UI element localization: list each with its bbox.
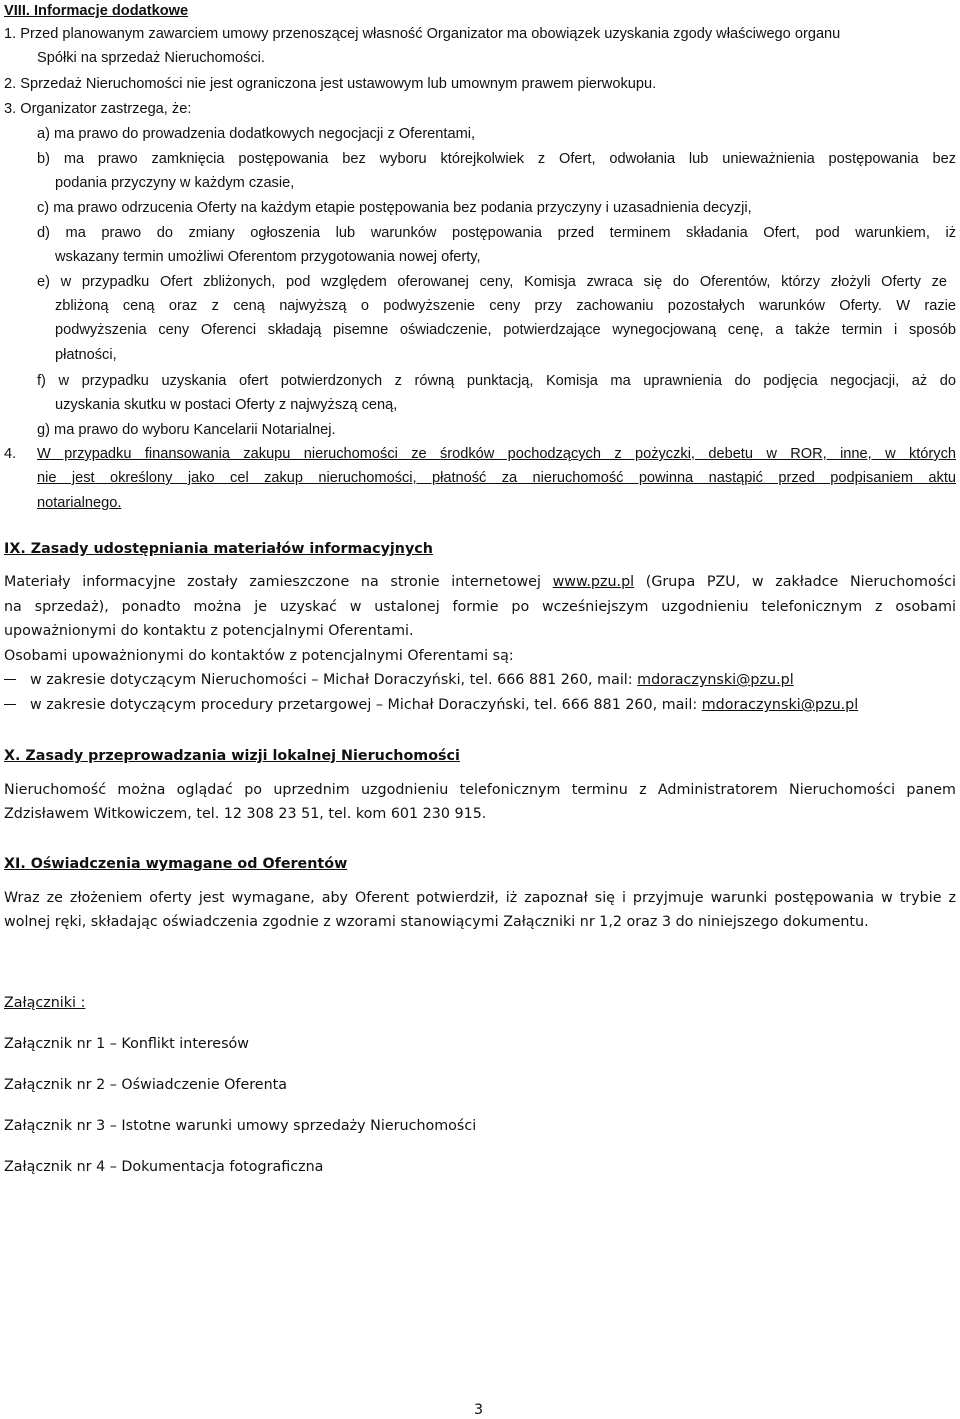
dash-bullet [4, 704, 16, 705]
s10-paragraph-line-1: Nieruchomość można oglądać po uprzednim uzgodnieniu telefonicznym terminu z Administratorem Nieruchomości panem [4, 782, 956, 798]
s8-item-2: 2. Sprzedaż Nieruchomości nie jest ograniczona jest ustawowym lub umownym prawem pierwokupu. [4, 76, 657, 92]
contact-2-email-link[interactable]: mdoraczynski@pzu.pl [701, 697, 859, 713]
s8-item-3c: c) ma prawo odrzucenia Oferty na każdym etapie postępowania bez podania przyczyny i uzasadnienia decyzji, [37, 200, 752, 216]
attachment-item-4: Załącznik nr 4 – Dokumentacja fotograficzna [4, 1159, 324, 1175]
s9-line-1-text: Materiały informacyjne zostały zamieszczone na stronie internetowej [4, 574, 553, 590]
s8-item-3a: a) ma prawo do prowadzenia dodatkowych negocjacji z Oferentami, [37, 126, 476, 142]
contact-1-text: w zakresie dotyczącym Nieruchomości – Michał Doraczyński, tel. 666 881 260, mail: [30, 672, 638, 688]
s9-contacts-intro: Osobami upoważnionymi do kontaktów z potencjalnymi Oferentami są: [4, 648, 514, 664]
s8-item-4-line-3: notarialnego. [37, 495, 122, 511]
section-ix-heading: IX. Zasady udostępniania materiałów informacyjnych [4, 541, 433, 557]
s8-item-3e-line-1: e) w przypadku Ofert zbliżonych, pod względem oferowanej ceny, Komisja zwraca się do Oferentów, którzy złożyli Oferty ze [37, 274, 947, 290]
section-viii-heading: VIII. Informacje dodatkowe [4, 3, 189, 19]
s8-item-3b-line-1: b) ma prawo zamknięcia postępowania bez wyboru którejkolwiek z Ofert, odwołania lub unieważnienia postępowania bez [37, 151, 956, 167]
s11-paragraph-line-1: Wraz ze złożeniem oferty jest wymagane, aby Oferent potwierdził, iż zapoznał się i przyjmuje warunki postępowania w trybie z [4, 890, 956, 906]
s8-item-3: 3. Organizator zastrzega, że: [4, 101, 192, 117]
s9-paragraph-line-1 [4, 573, 956, 591]
s8-item-3e-line-2: zbliżoną ceną oraz z ceną najwyższą o podwyższenie ceny przy zachowaniu pozostałych warunków Oferty. W razie [55, 298, 956, 314]
pzu-website-link[interactable]: www.pzu.pl [552, 574, 635, 590]
s9-paragraph-line-2: na sprzedaż), ponadto można je uzyskać w ustalonej formie po wcześniejszym uzgodnieniu telefonicznym z osobami [4, 599, 956, 615]
page-number: 3 [474, 1402, 484, 1418]
s8-item-3f-line-1: f) w przypadku uzyskania ofert potwierdzonych z równą punktacją, Komisja ma uprawnienia do podjęcia negocjacji, aż do [37, 373, 956, 389]
s9-line-1-tail: (Grupa PZU, w zakładce Nieruchomości [634, 574, 956, 590]
contact-2-text: w zakresie dotyczącym procedury przetargowej – Michał Doraczyński, tel. 666 881 260, mail: [30, 697, 702, 713]
s8-item-4-line-1: W przypadku finansowania zakupu nieruchomości ze środków pochodzących z pożyczki, debetu w ROR, inne, w których [37, 446, 956, 462]
s8-item-4-line-2: nie jest określony jako cel zakup nieruchomości, płatność za nieruchomość powinna nastąpić przed podpisaniem aktu [37, 470, 956, 486]
s8-item-3f-line-2: uzyskania skutku w postaci Oferty z najwyższą ceną, [55, 397, 398, 413]
s8-item-3d-line-2: wskazany termin umożliwi Oferentom przygotowania nowej oferty, [55, 249, 481, 265]
s8-item-3e-line-4: płatności, [55, 347, 117, 363]
s8-item-3e-line-3: podwyższenia ceny Oferenci składają pisemne oświadczenie, potwierdzające wynegocjowaną cenę, a także termin i sposób [55, 322, 956, 338]
section-xi-heading: XI. Oświadczenia wymagane od Oferentów [4, 856, 348, 872]
dash-bullet [4, 679, 16, 680]
s8-item-3b-line-2: podania przyczyny w każdym czasie, [55, 175, 295, 191]
attachment-item-2: Załącznik nr 2 – Oświadczenie Oferenta [4, 1077, 288, 1093]
section-x-heading: X. Zasady przeprowadzania wizji lokalnej Nieruchomości [4, 748, 460, 764]
s8-item-1-line-2: Spółki na sprzedaż Nieruchomości. [37, 50, 265, 66]
s9-contact-item-1 [4, 671, 794, 689]
contact-1-email-link[interactable]: mdoraczynski@pzu.pl [637, 672, 794, 688]
s8-item-3g: g) ma prawo do wyboru Kancelarii Notarialnej. [37, 422, 336, 438]
s8-item-3d-line-1: d) ma prawo do zmiany ogłoszenia lub warunków postępowania przed terminem składania Ofert, pod warunkiem, iż [37, 225, 956, 241]
s9-paragraph-line-3: upoważnionymi do kontaktu z potencjalnymi Oferentami. [4, 623, 414, 639]
s9-contact-item-2 [4, 696, 858, 714]
s8-item-4-number: 4. [4, 446, 17, 462]
attachment-item-1: Załącznik nr 1 – Konflikt interesów [4, 1036, 249, 1052]
attachment-item-3: Załącznik nr 3 – Istotne warunki umowy sprzedaży Nieruchomości [4, 1118, 477, 1134]
s8-item-1-line-1: 1. Przed planowanym zawarciem umowy przenoszącej własność Organizator ma obowiązek uzyskania zgody właściwego organu [4, 26, 841, 42]
s11-paragraph-line-2: wolnej ręki, składając oświadczenia zgodnie z wzorami stanowiącymi Załączniki nr 1,2 oraz 3 do niniejszego dokumentu. [4, 914, 869, 930]
s10-paragraph-line-2: Zdzisławem Witkowiczem, tel. 12 308 23 51, tel. kom 601 230 915. [4, 806, 487, 822]
attachments-heading: Załączniki : [4, 995, 86, 1011]
